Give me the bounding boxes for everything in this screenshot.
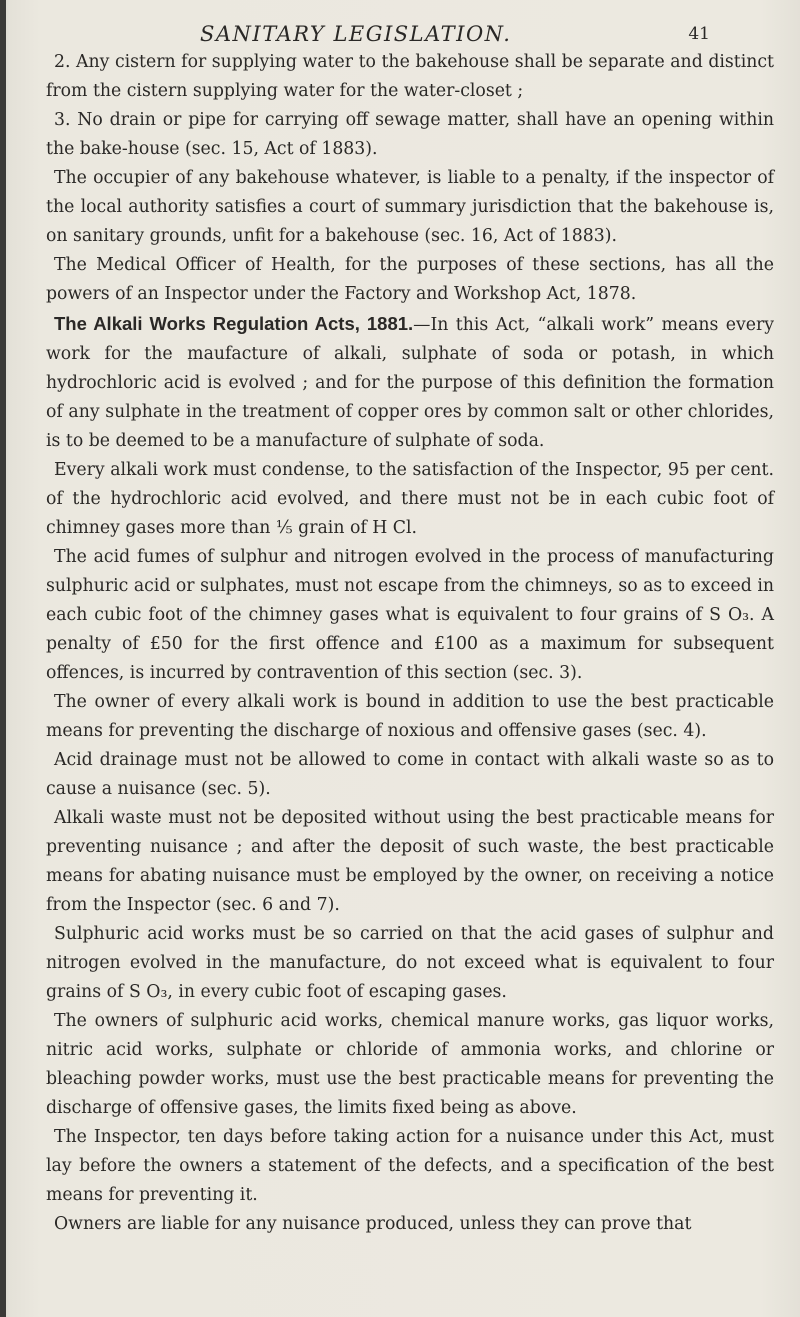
paragraph	[46, 688, 774, 746]
paragraph-text: Alkali waste must not be deposited without using the best practicable means for preventing nuisance ; and after the deposit of such waste, the best practicable means for abating nuisance must be employed by the owner, on receiving a notice from the Inspector (sec. 6 and 7).	[46, 808, 774, 915]
paragraph-text: —In this Act, “alkali work” means every work for the maufacture of alkali, sulphate of soda or potash, in which hydrochloric acid is evolved ; and for the purpose of this definition the formation of any sulphate in the treatment of copper ores by common salt or other chlorides, is to be deemed to be a manufacture of sulphate of soda.	[46, 315, 774, 451]
paragraph	[46, 456, 774, 543]
paragraph-text: The occupier of any bakehouse whatever, is liable to a penalty, if the inspector of the local authority satisfies a court of summary jurisdiction that the bakehouse is, on sanitary grounds, unfit for a bakehouse (sec. 16, Act of 1883).	[46, 168, 774, 246]
page-number: 41	[688, 24, 710, 44]
paragraph-text: Acid drainage must not be allowed to come in contact with alkali waste so as to cause a nuisance (sec. 5).	[46, 750, 774, 799]
paragraph-with-heading	[46, 309, 774, 456]
paragraph	[46, 746, 774, 804]
running-title: SANITARY LEGISLATION.	[200, 22, 512, 46]
paragraph	[46, 48, 774, 106]
paragraph-text: The owner of every alkali work is bound in addition to use the best practicable means for preventing the discharge of noxious and offensive gases (sec. 4).	[46, 692, 774, 741]
paragraph-text: Sulphuric acid works must be so carried on that the acid gases of sulphur and nitrogen evolved in the manufacture, do not exceed what is equivalent to four grains of S O₃, in every cubic foot of escaping gases.	[46, 924, 774, 1002]
paragraph-text: 2. Any cistern for supplying water to the bakehouse shall be separate and distinct from the cistern supplying water for the water-closet ;	[46, 52, 774, 101]
paragraph-text: The Inspector, ten days before taking action for a nuisance under this Act, must lay before the owners a statement of the defects, and a specification of the best means for preventing it.	[46, 1127, 774, 1205]
paragraph	[46, 251, 774, 309]
section-heading: The Alkali Works Regulation Acts, 1881.	[54, 313, 414, 334]
page-binding-edge	[0, 0, 6, 1317]
paragraph-text: Owners are liable for any nuisance produced, unless they can prove that	[54, 1214, 692, 1234]
paragraph	[46, 106, 774, 164]
paragraph	[46, 920, 774, 1007]
paragraph	[46, 804, 774, 920]
paragraph	[46, 164, 774, 251]
paragraph-text: Every alkali work must condense, to the satisfaction of the Inspector, 95 per cent. of the hydrochloric acid evolved, and there must not be in each cubic foot of chimney gases more than ⅕ grain of H Cl.	[46, 460, 774, 538]
body-text	[46, 48, 774, 1239]
paragraph-text: The Medical Officer of Health, for the purposes of these sections, has all the powers of an Inspector under the Factory and Workshop Act, 1878.	[46, 255, 774, 304]
paragraph	[46, 1123, 774, 1210]
paragraph-text: The acid fumes of sulphur and nitrogen evolved in the process of manufacturing sulphuric acid or sulphates, must not escape from the chimneys, so as to exceed in each cubic foot of the chimney gases what is equivalent to four grains of S O₃. A penalty of £50 for the first offence and £100 as a maximum for subsequent offences, is incurred by contravention of this section (sec. 3).	[46, 547, 774, 683]
paragraph-text: The owners of sulphuric acid works, chemical manure works, gas liquor works, nitric acid works, sulphate or chloride of ammonia works, and chlorine or bleaching powder works, must use the best practicable means for preventing the discharge of offensive gases, the limits fixed being as above.	[46, 1011, 774, 1118]
paragraph	[46, 1007, 774, 1123]
paragraph	[46, 543, 774, 688]
paragraph	[46, 1210, 774, 1239]
paragraph-text: 3. No drain or pipe for carrying off sewage matter, shall have an opening within the bake-house (sec. 15, Act of 1883).	[46, 110, 774, 159]
